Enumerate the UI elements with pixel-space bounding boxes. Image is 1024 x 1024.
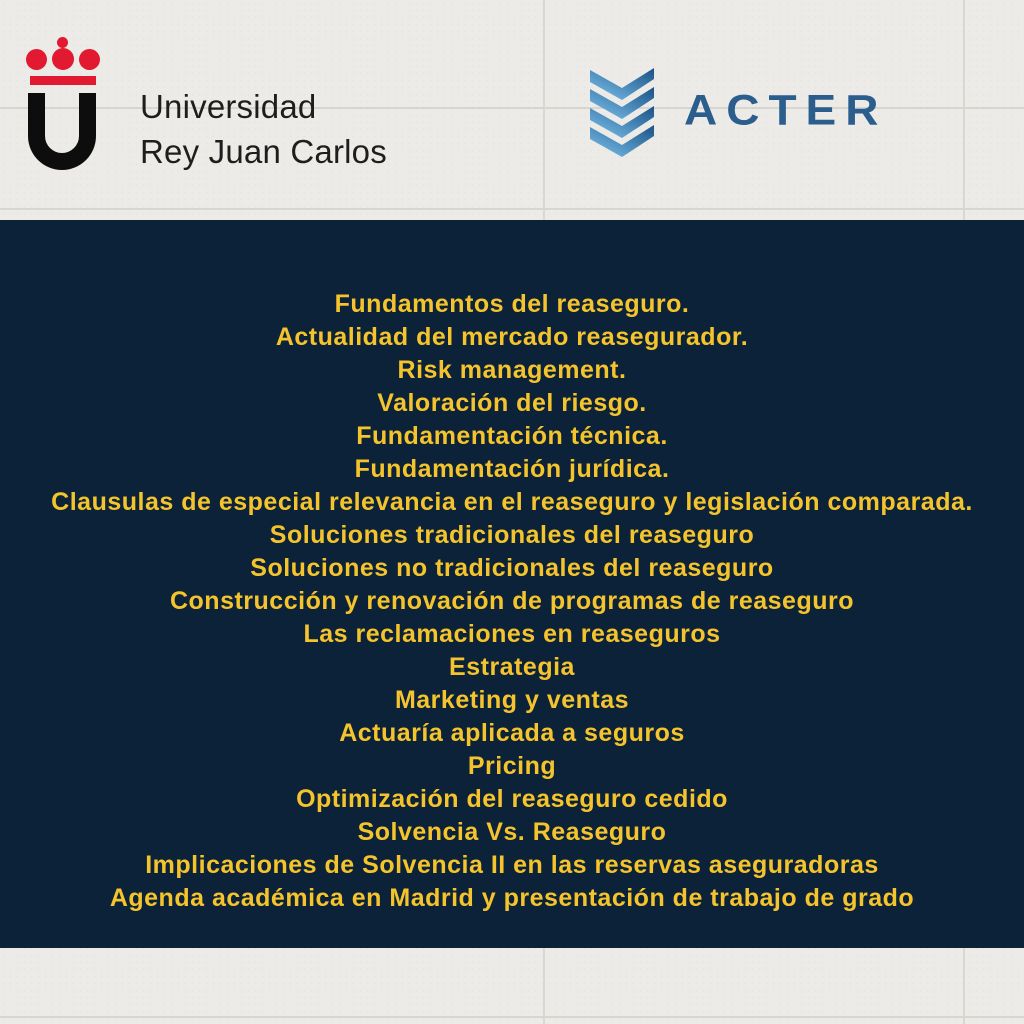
- urjc-logo: [26, 35, 98, 175]
- topic-line: Implicaciones de Solvencia II en las reservas aseguradoras: [145, 851, 879, 879]
- urjc-u-letter-icon: [28, 93, 96, 170]
- urjc-crown-circle-icon: [79, 49, 100, 70]
- topic-line: Risk management.: [397, 356, 627, 384]
- topic-line: Soluciones tradicionales del reaseguro: [269, 521, 755, 549]
- topic-line: Solvencia Vs. Reaseguro: [357, 818, 667, 846]
- urjc-name-line2: Rey Juan Carlos: [140, 133, 387, 170]
- topic-line: Soluciones no tradicionales del reaseguro: [250, 554, 774, 582]
- topic-line: Marketing y ventas: [394, 686, 630, 714]
- urjc-name-line1: Universidad: [140, 88, 317, 125]
- course-topics-panel: [0, 220, 1024, 948]
- topic-line: Actuaría aplicada a seguros: [339, 719, 685, 747]
- acter-chevrons-icon: [584, 62, 660, 158]
- acter-logo: [584, 62, 887, 158]
- urjc-crown-top-dot-icon: [57, 37, 68, 48]
- acter-wordmark: ACTER: [684, 86, 888, 134]
- urjc-crown-circle-icon: [52, 48, 74, 70]
- topics-list: [0, 220, 1024, 915]
- topic-line: Agenda académica en Madrid y presentación de trabajo de grado: [109, 884, 915, 912]
- topic-line: Pricing: [467, 752, 557, 780]
- topic-line: Las reclamaciones en reaseguros: [303, 620, 721, 648]
- urjc-name: [140, 84, 387, 174]
- urjc-crown-circle-icon: [26, 49, 47, 70]
- topic-line: Fundamentación jurídica.: [354, 455, 670, 483]
- topic-line: Valoración del riesgo.: [377, 389, 647, 417]
- header: [0, 0, 1024, 220]
- topic-line: Actualidad del mercado reasegurador.: [275, 323, 749, 351]
- topic-line: Fundamentación técnica.: [356, 422, 668, 450]
- topic-line: Estrategia: [449, 653, 575, 681]
- urjc-crown-bar-icon: [30, 76, 96, 85]
- topic-line: Fundamentos del reaseguro.: [334, 290, 690, 318]
- topic-line: Construcción y renovación de programas de reaseguro: [169, 587, 855, 615]
- topic-line: Clausulas de especial relevancia en el reaseguro y legislación comparada.: [51, 488, 973, 516]
- topic-line: Optimización del reaseguro cedido: [296, 785, 728, 813]
